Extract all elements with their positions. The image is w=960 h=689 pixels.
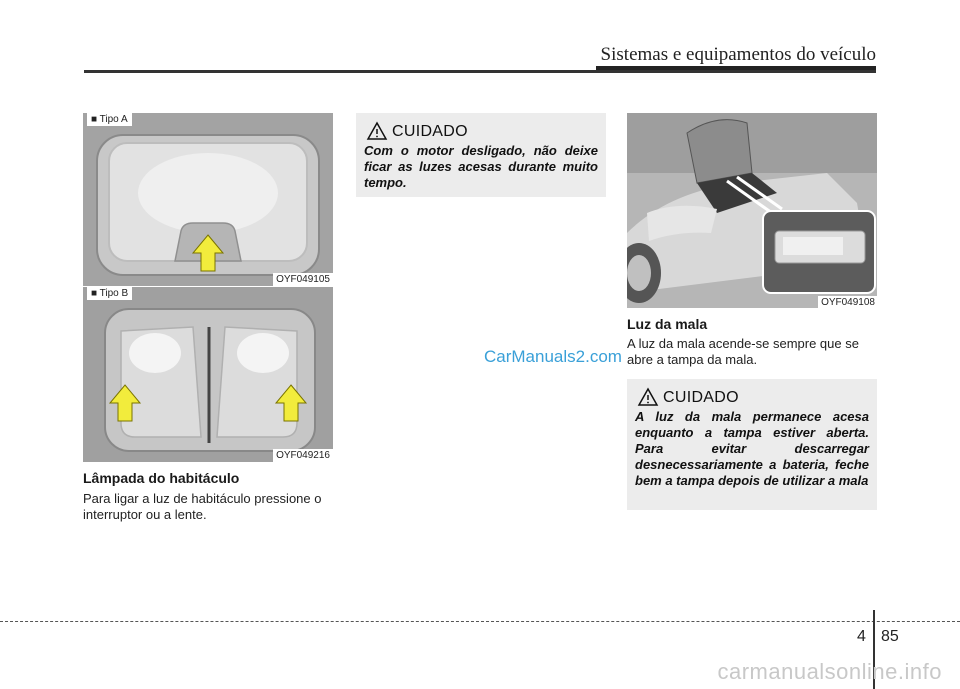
warning-triangle-icon <box>637 387 659 407</box>
caution-title: CUIDADO <box>392 123 468 140</box>
watermark-carmanualsonline: carmanualsonline.info <box>717 659 942 684</box>
photo-trunk <box>627 113 877 308</box>
photo-tipo-b <box>83 287 333 462</box>
page-number: 85 <box>881 628 899 645</box>
header-rule <box>84 70 876 73</box>
photo-code: OYF049108 <box>818 296 877 308</box>
header-rule-accent <box>596 66 876 70</box>
room-lamp-description: Para ligar a luz de habitáculo pressione o interruptor ou a lente. <box>83 491 322 522</box>
trunk-lamp-illustration <box>627 113 877 308</box>
photo-tipo-a <box>83 113 333 286</box>
photo-tag: ■ Tipo B <box>87 287 132 300</box>
warning-triangle-icon <box>366 121 388 141</box>
watermark-carmanuals2: CarManuals2.com <box>484 347 622 366</box>
caution-title: CUIDADO <box>663 389 739 406</box>
room-lamp-b-illustration <box>83 287 333 462</box>
footer-rule <box>0 621 960 622</box>
caution-box-trunk <box>627 379 877 510</box>
caution-body: Com o motor desligado, não deixe ficar as luzes acesas durante muito tempo. <box>364 143 598 190</box>
photo-code: OYF049105 <box>273 273 333 286</box>
caution-body: A luz da mala permanece acesa enquanto a tampa estiver aberta. Para evitar descarregar desnecessariamente a bateria, feche bem a tampa depois de utilizar a mala <box>635 409 869 488</box>
photo-tag: ■ Tipo A <box>87 113 132 126</box>
section-heading-room-lamp: Lâmpada do habitáculo <box>83 470 240 486</box>
section-heading-trunk-lamp: Luz da mala <box>627 316 708 332</box>
caution-box-lights <box>356 113 606 197</box>
room-lamp-a-illustration <box>83 113 333 286</box>
photo-code: OYF049216 <box>273 449 333 462</box>
trunk-lamp-description: A luz da mala acende-se sempre que se abre a tampa da mala. <box>627 336 859 367</box>
chapter-number: 4 <box>857 628 866 645</box>
page-header-title: Sistemas e equipamentos do veículo <box>600 44 876 65</box>
